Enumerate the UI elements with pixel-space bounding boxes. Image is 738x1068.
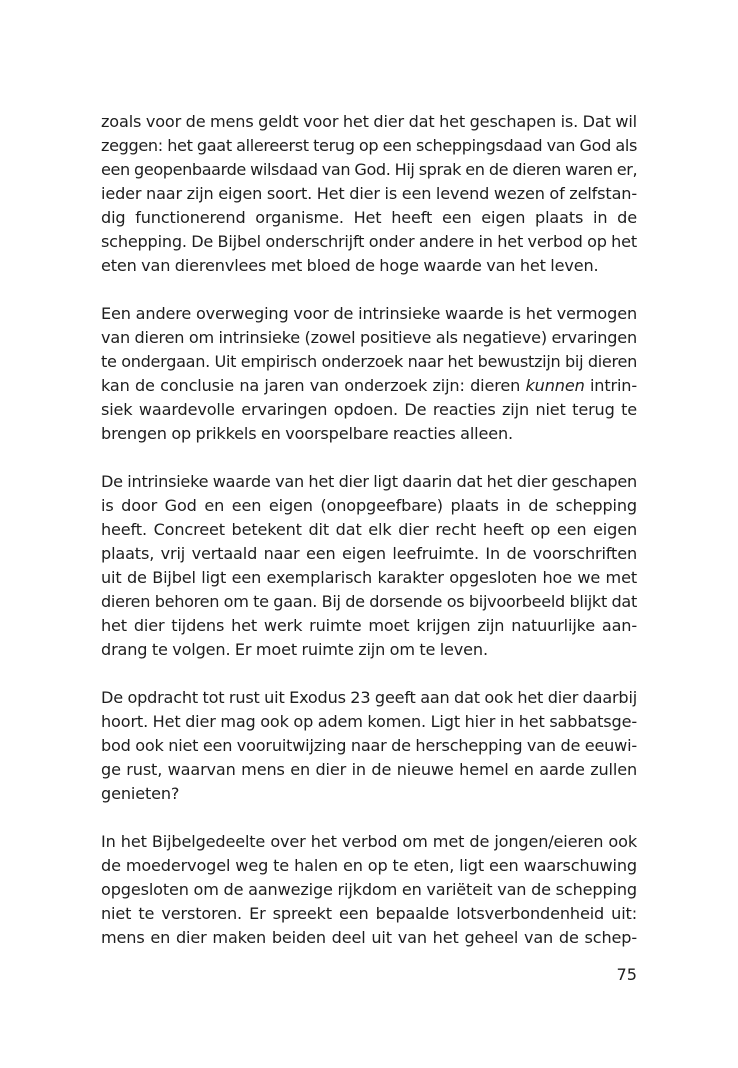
- text-line: siek waardevolle ervaringen opdoen. De reacties zijn niet terug te: [101, 400, 637, 419]
- text-line: ieder naar zijn eigen soort. Het dier is een levend wezen of zelfstan-: [101, 184, 637, 203]
- text-line: te ondergaan. Uit empirisch onderzoek naar het bewustzijn bij dieren: [101, 352, 637, 371]
- text-line: opgesloten om de aanwezige rijkdom en variëteit van de schepping: [101, 880, 637, 899]
- paragraph: [101, 830, 637, 950]
- text-line: genieten?: [101, 784, 180, 803]
- text-line: heeft. Concreet betekent dit dat elk dier recht heeft op een eigen: [101, 520, 637, 539]
- text-line: is door God en een eigen (onopgeefbare) plaats in de schepping: [101, 496, 637, 515]
- text-line: uit de Bijbel ligt een exemplarisch karakter opgesloten hoe we met: [101, 568, 637, 587]
- text-line: eten van dierenvlees met bloed de hoge waarde van het leven.: [101, 256, 599, 275]
- paragraph: [101, 302, 637, 446]
- text-line: In het Bijbelgedeelte over het verbod om met de jongen/eieren ook: [101, 832, 637, 851]
- text-line: Een andere overweging voor de intrinsieke waarde is het vermogen: [101, 304, 637, 323]
- text-line: plaats, vrij vertaald naar een eigen leefruimte. In de voorschriften: [101, 544, 637, 563]
- text-line: dig functionerend organisme. Het heeft een eigen plaats in de: [101, 208, 637, 227]
- text-line: zeggen: het gaat allereerst terug op een scheppingsdaad van God als: [101, 136, 637, 155]
- paragraph: [101, 470, 637, 662]
- text-line: niet te verstoren. Er spreekt een bepaalde lotsverbondenheid uit:: [101, 904, 637, 923]
- paragraph: [101, 686, 637, 806]
- text-line: mens en dier maken beiden deel uit van het geheel van de schep-: [101, 928, 637, 947]
- text-line: schepping. De Bijbel onderschrijft onder andere in het verbod op het: [101, 232, 637, 251]
- text-line: zoals voor de mens geldt voor het dier dat het geschapen is. Dat wil: [101, 112, 637, 131]
- text-line: hoort. Het dier mag ook op adem komen. Ligt hier in het sabbatsge-: [101, 712, 637, 731]
- text-segment: kan de conclusie na jaren van onderzoek zijn: dieren: [101, 376, 526, 395]
- text-line: een geopenbaarde wilsdaad van God. Hij sprak en de dieren waren er,: [101, 160, 638, 179]
- text-line: [101, 374, 637, 398]
- page-number: 75: [616, 965, 637, 984]
- text-line: bod ook niet een vooruitwijzing naar de herschepping van de eeuwi-: [101, 736, 637, 755]
- text-line: ge rust, waarvan mens en dier in de nieuwe hemel en aarde zullen: [101, 760, 637, 779]
- text-line: De opdracht tot rust uit Exodus 23 geeft aan dat ook het dier daarbij: [101, 688, 637, 707]
- text-line: de moedervogel weg te halen en op te eten, ligt een waarschuwing: [101, 856, 637, 875]
- text-line: brengen op prikkels en voorspelbare reacties alleen.: [101, 424, 513, 443]
- text-line: De intrinsieke waarde van het dier ligt daarin dat het dier geschapen: [101, 472, 637, 491]
- text-segment: intrin-: [584, 376, 637, 395]
- body-text: [101, 110, 637, 974]
- emphasized-word: kunnen: [525, 376, 585, 395]
- text-line: drang te volgen. Er moet ruimte zijn om te leven.: [101, 640, 488, 659]
- paragraph: [101, 110, 637, 278]
- text-line: het dier tijdens het werk ruimte moet krijgen zijn natuurlijke aan-: [101, 616, 637, 635]
- text-line: van dieren om intrinsieke (zowel positieve als negatieve) ervaringen: [101, 328, 637, 347]
- text-line: dieren behoren om te gaan. Bij de dorsende os bijvoorbeeld blijkt dat: [101, 592, 637, 611]
